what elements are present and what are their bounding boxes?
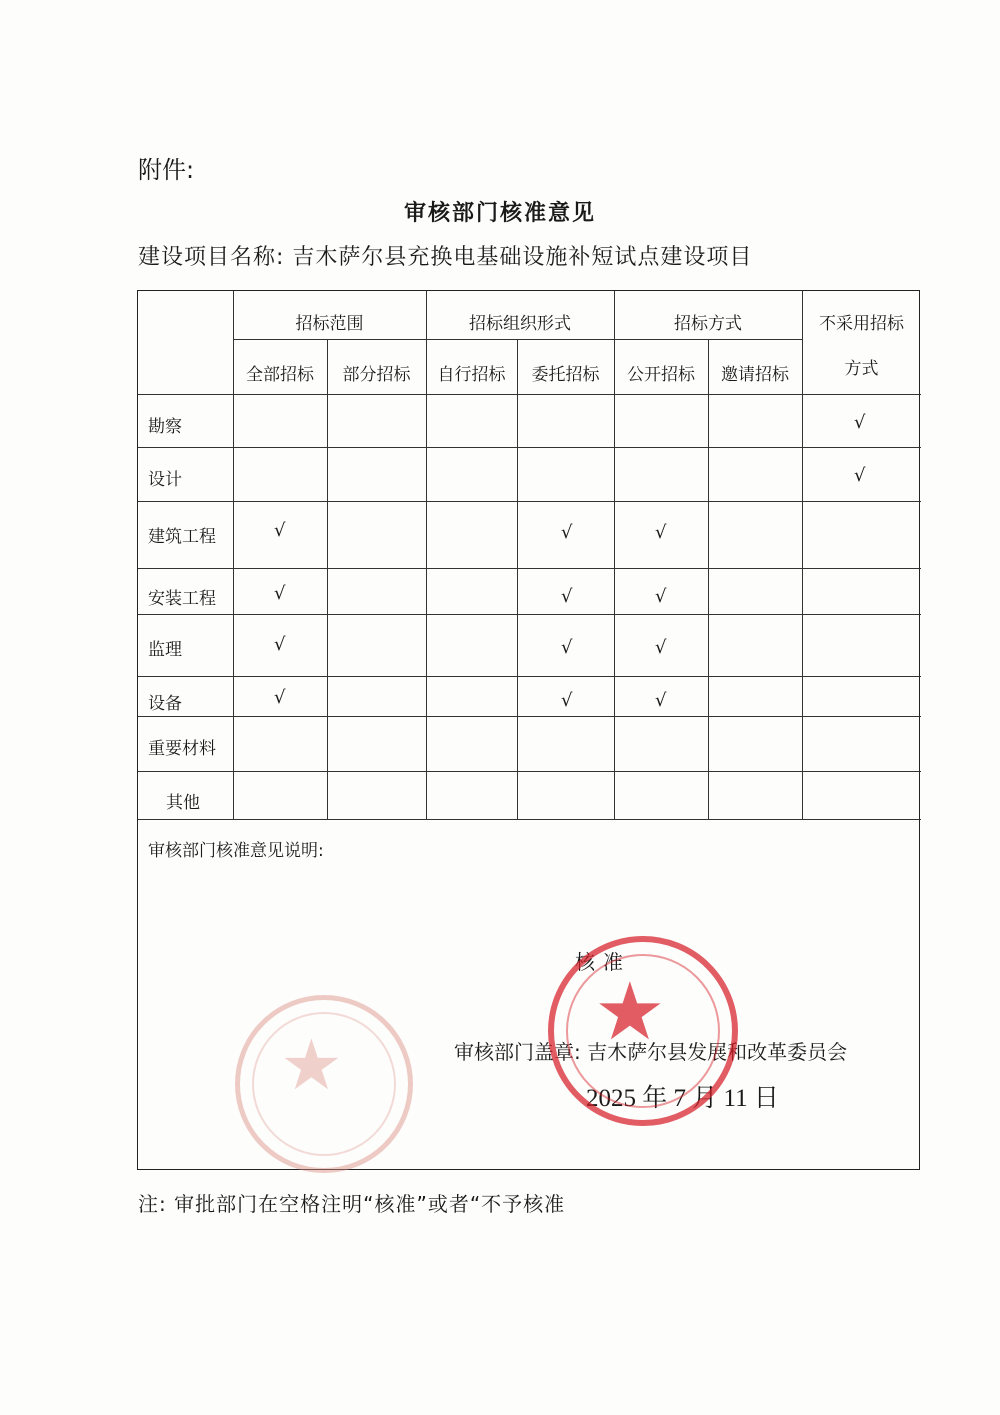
subheader-entrusted: 委托招标	[531, 365, 600, 385]
check-mark: √	[655, 522, 667, 543]
approval-table	[137, 290, 920, 1170]
table-rule	[138, 501, 921, 502]
row-label-supervision: 监理	[148, 640, 182, 660]
header-bid-method: 招标方式	[674, 314, 742, 334]
check-mark: √	[561, 586, 573, 607]
table-rule	[138, 614, 921, 615]
approval-text: 核准	[575, 950, 631, 974]
project-name-line: 建设项目名称: 吉木萨尔县充换电基础设施补短试点建设项目	[138, 245, 753, 270]
subheader-invited-bid: 邀请招标	[721, 365, 789, 385]
check-mark: √	[854, 412, 866, 433]
attachment-label: 附件:	[138, 156, 195, 184]
remark-label: 审核部门核准意见说明:	[148, 841, 324, 861]
table-rule	[138, 771, 921, 772]
row-label-construction: 建筑工程	[148, 527, 216, 547]
table-rule	[138, 447, 921, 448]
table-rule	[138, 676, 921, 677]
check-mark: √	[274, 687, 286, 708]
footer-note: 注: 审批部门在空格注明“核准”或者“不予核准	[138, 1192, 566, 1216]
check-mark: √	[561, 690, 573, 711]
header-bid-scope: 招标范围	[295, 314, 364, 334]
check-mark: √	[561, 522, 573, 543]
check-mark: √	[655, 637, 667, 658]
row-label-installation: 安装工程	[148, 589, 216, 609]
check-mark: √	[274, 520, 286, 541]
subheader-open-bid: 公开招标	[627, 365, 695, 385]
stamp-line: 审核部门盖章: 吉木萨尔县发展和改革委员会	[454, 1040, 848, 1064]
header-no-bid-line1: 不采用招标	[819, 314, 904, 334]
subheader-full-bid: 全部招标	[246, 365, 314, 385]
table-rule	[138, 568, 921, 569]
table-rule	[517, 339, 518, 819]
table-rule	[138, 819, 921, 820]
subheader-partial-bid: 部分招标	[342, 365, 411, 385]
official-seal-icon: ★	[548, 936, 738, 1126]
check-mark: √	[274, 583, 286, 604]
subheader-self-organized: 自行招标	[437, 365, 506, 385]
approval-date: 2025 年 7 月 11 日	[586, 1085, 779, 1112]
check-mark: √	[561, 637, 573, 658]
row-label-design: 设计	[148, 470, 182, 490]
header-no-bid-line2: 方式	[844, 359, 879, 379]
document-title: 审核部门核准意见	[403, 201, 596, 226]
table-rule	[138, 716, 921, 717]
check-mark: √	[655, 586, 667, 607]
check-mark: √	[274, 634, 286, 655]
row-label-survey: 勘察	[148, 417, 182, 437]
check-mark: √	[854, 465, 866, 486]
header-bid-organization: 招标组织形式	[469, 314, 571, 334]
table-rule	[708, 339, 709, 819]
row-label-materials: 重要材料	[148, 739, 216, 759]
check-mark: √	[655, 690, 667, 711]
table-rule	[327, 339, 328, 819]
row-label-other: 其他	[166, 793, 200, 813]
row-label-equipment: 设备	[148, 694, 182, 714]
faint-seal-icon: ★	[235, 995, 413, 1173]
table-rule	[138, 394, 921, 395]
